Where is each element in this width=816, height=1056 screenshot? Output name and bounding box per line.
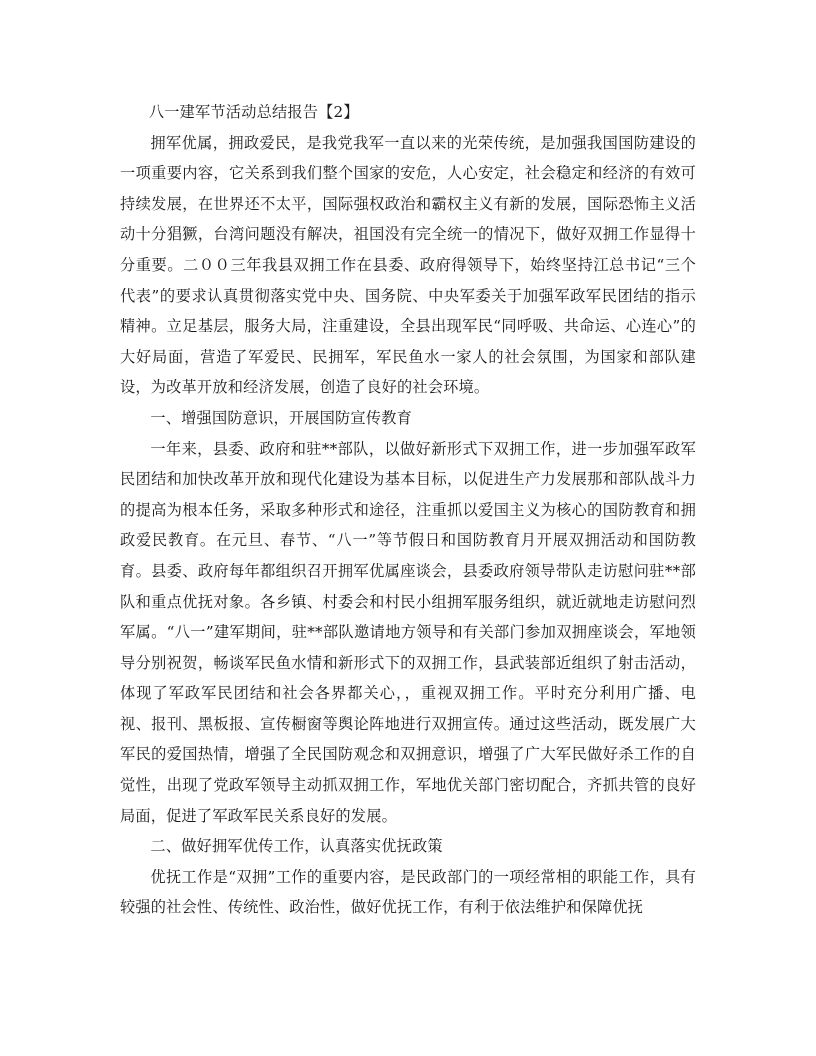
intro-paragraph: 拥军优属，拥政爱民，是我党我军一直以来的光荣传统，是加强我国国防建设的一项重要内容，它关系到我们整个国家的安危，人心安定，社会稳定和经济的有效可持续发展，在世界还不太平，国际强权政治和霸权主义有新的发展，国际恐怖主义活动十分猖獗，台湾问题没有解决，祖国没有完全统一的情况下，做好双拥工作显得十分重要。二００三年我县双拥工作在县委、政府得领导下，始终坚持江总书记“三个代表”的要求认真贯彻落实党中央、国务院、中央军委关于加强军政军民团结的指示精神。立足基层，服务大局，注重建设，全县出现军民“同呼吸、共命运、心连心”的大好局面，营造了军爱民、民拥军，军民鱼水一家人的社会氛围，为国家和部队建设，为改革开放和经济发展，创造了良好的社会环境。 bbox=[120, 133, 696, 397]
section-2-heading: 二、做好拥军优传工作，认真落实优抚政策 bbox=[150, 837, 443, 856]
section-1-heading: 一、增强国防意识，开展国防宣传教育 bbox=[150, 408, 412, 427]
document-title: 八一建军节活动总结报告【2】 bbox=[148, 103, 359, 121]
section-2-paragraph: 优抚工作是“双拥”工作的重要内容，是民政部门的一项经常相的职能工作，具有较强的社会性、传统性、政治性，做好优抚工作，有利于依法维护和保障优抚 bbox=[120, 867, 696, 917]
document-body bbox=[120, 97, 696, 923]
section-1-paragraph: 一年来，县委、政府和驻**部队，以做好新形式下双拥工作，进一步加强军政军民团结和加快改革开放和现代化建设为基本目标，以促进生产力发展那和部队战斗力的提高为根本任务，采取多种形式和途径，注重抓以爱国主义为核心的国防教育和拥政爱民教育。在元旦、春节、“八一”等节假日和国防教育月开展双拥活动和国防教育。县委、政府每年都组织召开拥军优属座谈会，县委政府领导带队走访慰问驻**部队和重点优抚对象。各乡镇、村委会和村民小组拥军服务组织，就近就地走访慰问烈军属。“八一”建军期间，驻**部队邀请地方领导和有关部门参加双拥座谈会，军地领导分别祝贺，畅谈军民鱼水情和新形式下的双拥工作，县武装部近组织了射击活动，体现了军政军民团结和社会各界都关心，，重视双拥工作。平时充分利用广播、电视、报刊、黑板报、宣传橱窗等舆论阵地进行双拥宣传。通过这些活动，既发展广大军民的爱国热情，增强了全民国防观念和双拥意识，增强了广大军民做好杀工作的自觉性，出现了党政军领导主动抓双拥工作，军地优关部门密切配合，齐抓共管的良好局面，促进了军政军民关系良好的发展。 bbox=[120, 439, 696, 825]
